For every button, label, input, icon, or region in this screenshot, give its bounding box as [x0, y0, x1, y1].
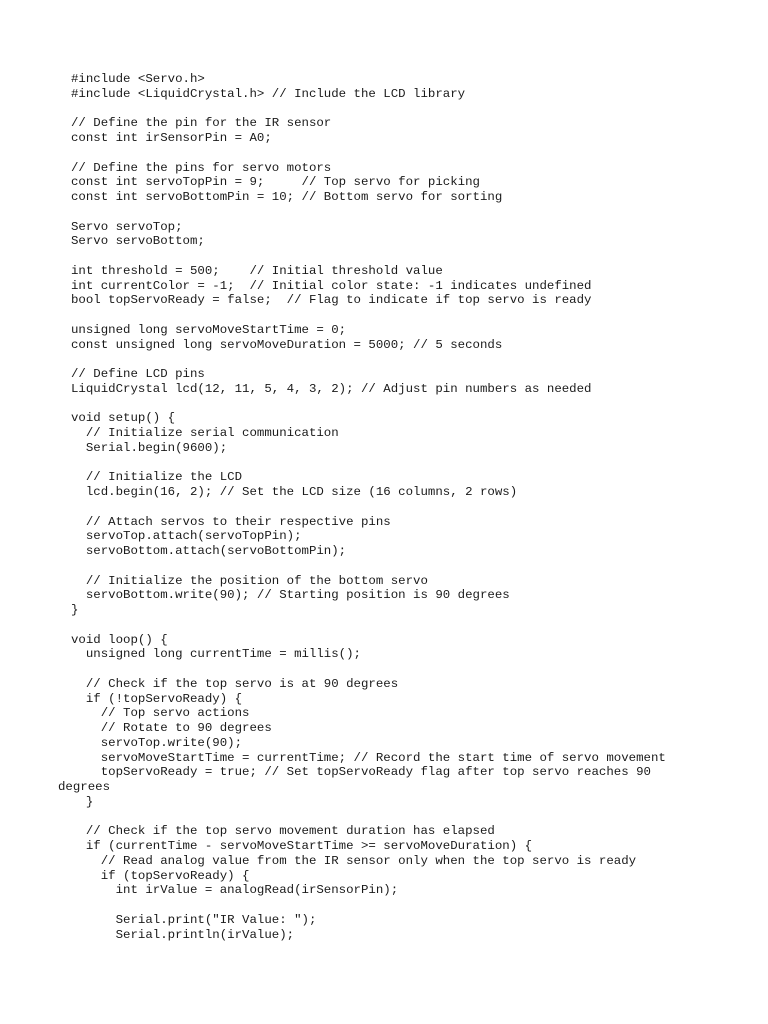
code-line: servoMoveStartTime = currentTime; // Record the start time of servo movement [71, 750, 666, 765]
code-line: // Rotate to 90 degrees [71, 721, 272, 735]
code-line: degrees [58, 780, 111, 794]
blank-line [71, 397, 666, 412]
code-line: int threshold = 500; // Initial threshold value [71, 263, 443, 278]
code-line: void loop() { [71, 632, 168, 647]
blank-line [71, 102, 666, 117]
blank-line [71, 249, 666, 264]
code-line: } [71, 794, 94, 809]
blank-line [71, 559, 666, 574]
code-line: #include <Servo.h> [71, 72, 205, 86]
blank-line [71, 662, 666, 677]
code-line: // Attach servos to their respective pins [71, 514, 391, 529]
code-line: unsigned long servoMoveStartTime = 0; [71, 322, 347, 337]
code-line: LiquidCrystal lcd(12, 11, 5, 4, 3, 2); // Adjust pin numbers as needed [71, 381, 592, 396]
code-line: servoBottom.attach(servoBottomPin); [71, 544, 347, 558]
blank-line [71, 810, 666, 825]
code-line: const int servoTopPin = 9; // Top servo for picking [71, 175, 480, 190]
code-line: } [71, 603, 79, 617]
blank-line [71, 205, 666, 220]
code-line: servoBottom.write(90); // Starting position is 90 degrees [71, 588, 510, 603]
code-line: if (currentTime - servoMoveStartTime >= servoMoveDuration) { [71, 839, 533, 853]
code-line: // Define LCD pins [71, 367, 205, 381]
code-line: // Define the pins for servo motors [71, 160, 332, 175]
code-line: // Initialize the position of the bottom servo [71, 573, 428, 588]
code-line: unsigned long currentTime = millis(); [71, 647, 361, 662]
blank-line [71, 146, 666, 161]
code-line: // Check if the top servo is at 90 degrees [71, 676, 399, 691]
code-line: bool topServoReady = false; // Flag to indicate if top servo is ready [71, 293, 592, 308]
code-line: // Check if the top servo movement duration has elapsed [71, 824, 495, 839]
code-line: Serial.print("IR Value: "); [71, 912, 317, 927]
code-line: // Top servo actions [71, 706, 250, 721]
code-line: topServoReady = true; // Set topServoReady flag after top servo reaches 90 [71, 765, 651, 780]
code-line: #include <LiquidCrystal.h> // Include the LCD library [71, 86, 466, 101]
code-line: // Define the pin for the IR sensor [71, 116, 332, 131]
code-line: int irValue = analogRead(irSensorPin); [71, 883, 399, 898]
blank-line [71, 456, 666, 471]
code-line: const unsigned long servoMoveDuration = 5000; // 5 seconds [71, 337, 503, 352]
code-line: const int irSensorPin = A0; [71, 131, 272, 145]
code-line: Servo servoBottom; [71, 234, 205, 249]
code-line: if (!topServoReady) { [71, 691, 243, 706]
code-line: lcd.begin(16, 2); // Set the LCD size (16 columns, 2 rows) [71, 485, 518, 499]
code-line: // Initialize serial communication [71, 426, 339, 440]
code-listing [58, 72, 666, 942]
code-line: // Read analog value from the IR sensor only when the top servo is ready [71, 853, 637, 868]
code-line: const int servoBottomPin = 10; // Bottom servo for sorting [71, 190, 503, 204]
blank-line [71, 898, 666, 913]
code-line: servoTop.attach(servoTopPin); [71, 529, 302, 544]
code-line: int currentColor = -1; // Initial color state: -1 indicates undefined [71, 278, 592, 293]
blank-line [71, 352, 666, 367]
code-line: // Initialize the LCD [71, 470, 243, 485]
blank-line [71, 308, 666, 323]
code-line: Serial.println(irValue); [71, 927, 295, 942]
blank-line [71, 500, 666, 515]
code-line: servoTop.write(90); [71, 735, 243, 750]
code-line: Serial.begin(9600); [71, 440, 228, 455]
code-line: if (topServoReady) { [71, 868, 250, 883]
blank-line [71, 618, 666, 633]
code-line: void setup() { [71, 411, 176, 426]
code-line: Servo servoTop; [71, 219, 183, 234]
